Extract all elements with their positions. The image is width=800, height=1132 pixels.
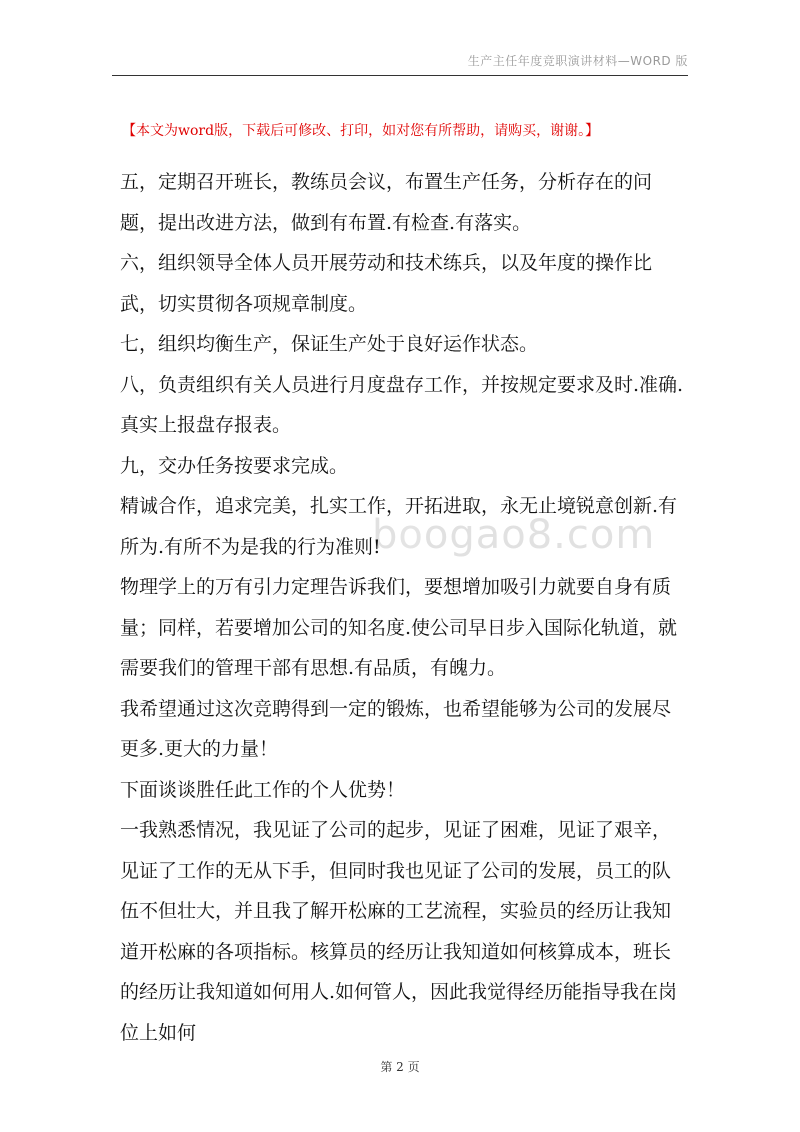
document-body bbox=[120, 162, 686, 1053]
header-title: 生产主任年度竞职演讲材料—WORD 版 bbox=[467, 54, 688, 68]
page-number: 第 2 页 bbox=[380, 1060, 420, 1074]
paragraph: 七，组织均衡生产，保证生产处于良好运作状态。 bbox=[120, 333, 539, 355]
paragraph: 我希望通过这次竞聘得到一定的锻炼，也希望能够为公司的发展尽更多.更大的力量！ bbox=[120, 697, 672, 760]
paragraph: 五，定期召开班长，教练员会议，布置生产任务，分析存在的问题，提出改进方法，做到有布置.有检查.有落实。 bbox=[120, 171, 653, 234]
watermark-logo: boogao8.com bbox=[372, 512, 656, 558]
paragraph: 物理学上的万有引力定理告诉我们，要想增加吸引力就要自身有质量；同样，若要增加公司的知名度.使公司早日步入国际化轨道，就需要我们的管理干部有思想.有品质，有魄力。 bbox=[120, 576, 678, 679]
paragraph: 下面谈谈胜任此工作的个人优势！ bbox=[120, 778, 406, 801]
paragraph: 八，负责组织有关人员进行月度盘存工作，并按规定要求及时.准确.真实上报盘存报表。 bbox=[120, 373, 684, 436]
paragraph: 一我熟悉情况，我见证了公司的起步，见证了困难，见证了艰辛，见证了工作的无从下手，但同时我也见证了公司的发展，员工的队伍不但壮大，并且我了解开松麻的工艺流程，实验员的经历让我知道开松麻的各项指标。核算员的经历让我知道如何核算成本，班长的经历让我知道如何用人.如何管人，因此我觉得经历能指导我在岗位上如何 bbox=[120, 819, 678, 1044]
paragraph: 精诚合作，追求完美，扎实工作，开拓进取，永无止境锐意创新.有所为.有所不为是我的行为准则! bbox=[120, 495, 678, 558]
purchase-notice: 【本文为word版，下载后可修改、打印，如对您有所帮助，请购买，谢谢。】 bbox=[122, 123, 600, 139]
paragraph: 九，交办任务按要求完成。 bbox=[120, 454, 349, 477]
header-divider bbox=[112, 75, 688, 76]
paragraph: 六，组织领导全体人员开展劳动和技术练兵，以及年度的操作比武，切实贯彻各项规章制度。 bbox=[120, 252, 653, 315]
